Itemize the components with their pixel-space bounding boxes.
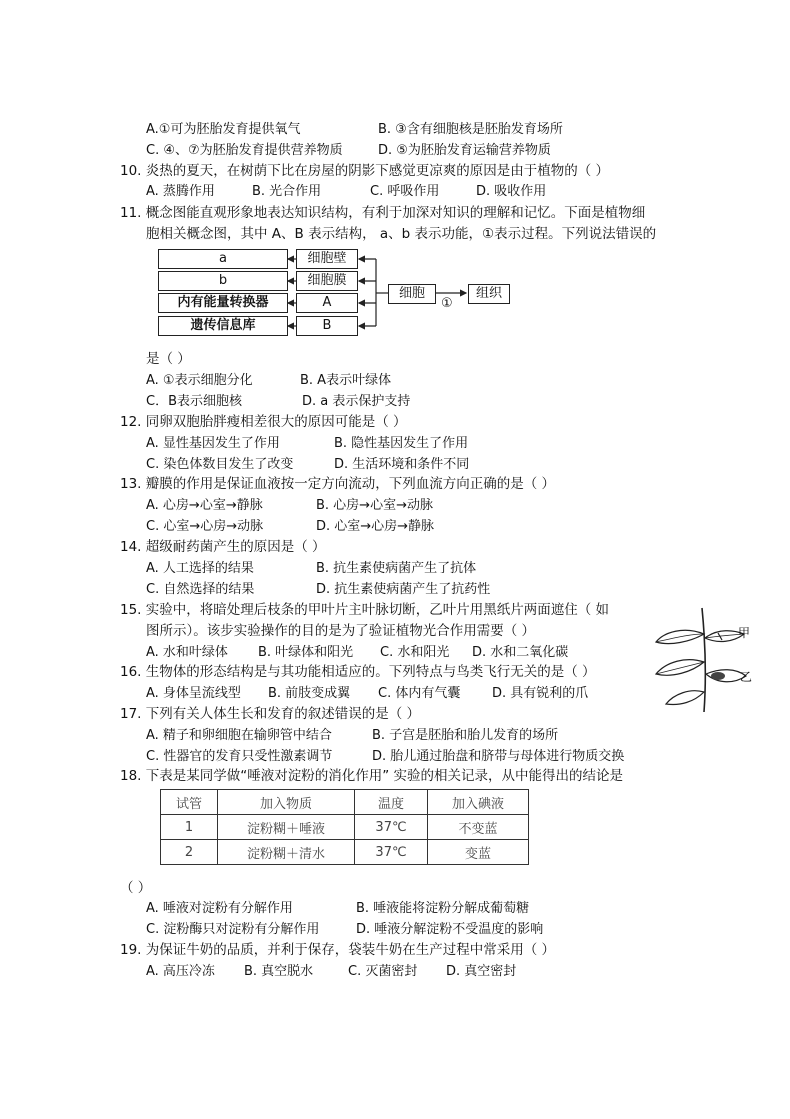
leaf-label-yi: 乙 — [740, 670, 753, 684]
q15-option-a: A. 水和叶绿体 — [146, 645, 228, 660]
q13-option-d: D. 心室→心房→静脉 — [316, 519, 435, 534]
q19-option-d: D. 真空密封 — [446, 964, 517, 979]
q11-stem-line1: 11. 概念图能直观形象地表达知识结构，有利于加深对知识的理解和记忆。下面是植物细 — [120, 205, 646, 221]
q19-stem: 19. 为保证牛奶的品质，并利于保存，袋装牛奶在生产过程中常采用（ ） — [120, 942, 556, 958]
q11-option-c: C．B表示细胞核 — [146, 394, 242, 409]
q10-option-b: B. 光合作用 — [252, 184, 322, 199]
q18-option-b: B. 唾液能将淀粉分解成葡萄糖 — [356, 901, 530, 916]
concept-box-tissue: 组织 — [468, 284, 510, 304]
q12-option-d: D. 生活环境和条件不同 — [334, 457, 470, 472]
table-header-cell: 试管 — [161, 790, 218, 815]
q14-option-a: A. 人工选择的结果 — [146, 561, 254, 576]
table-cell: 37℃ — [355, 840, 428, 865]
q17-stem: 17. 下列有关人体生长和发育的叙述错误的是（ ） — [120, 706, 421, 722]
q17-option-a: A. 精子和卵细胞在输卵管中结合 — [146, 728, 332, 743]
concept-box-function-a: a — [158, 249, 288, 269]
q17-option-b: B. 子宫是胚胎和胎儿发育的场所 — [372, 728, 559, 743]
q15-option-d: D. 水和二氧化碳 — [472, 645, 569, 660]
q19-option-b: B. 真空脱水 — [244, 964, 314, 979]
experiment-table — [160, 789, 529, 865]
q9-option-a: A.①可为胚胎发育提供氧气 — [146, 122, 301, 137]
concept-box-cell-membrane: 细胞膜 — [296, 271, 358, 291]
concept-box-genetic-library: 遗传信息库 — [158, 316, 288, 336]
q19-option-c: C. 灭菌密封 — [348, 964, 418, 979]
q12-stem: 12. 同卵双胞胎胖瘦相差很大的原因可能是（ ） — [120, 414, 407, 430]
q16-option-c: C. 体内有气囊 — [378, 686, 461, 701]
q13-option-a: A. 心房→心室→静脉 — [146, 498, 263, 513]
q10-option-c: C. 呼吸作用 — [370, 184, 440, 199]
q14-option-d: D. 抗生素使病菌产生了抗药性 — [316, 582, 491, 597]
concept-box-structure-a: A — [296, 293, 358, 313]
q18-answer-paren: （ ） — [120, 880, 152, 896]
table-cell: 2 — [161, 840, 218, 865]
q13-option-b: B. 心房→心室→动脉 — [316, 498, 433, 513]
table-header-cell: 加入物质 — [218, 790, 355, 815]
q16-option-a: A. 身体呈流线型 — [146, 686, 241, 701]
q18-option-d: D. 唾液分解淀粉不受温度的影响 — [356, 922, 544, 937]
table-header-cell: 温度 — [355, 790, 428, 815]
table-cell: 不变蓝 — [428, 815, 529, 840]
q11-option-b: B. A表示叶绿体 — [300, 373, 392, 388]
table-cell: 淀粉糊＋清水 — [218, 840, 355, 865]
q13-option-c: C. 心室→心房→动脉 — [146, 519, 264, 534]
q15-option-b: B. 叶绿体和阳光 — [258, 645, 354, 660]
q13-stem: 13. 瓣膜的作用是保证血液按一定方向流动，下列血流方向正确的是（ ） — [120, 476, 556, 492]
q17-option-c: C. 性器官的发育只受性激素调节 — [146, 749, 333, 764]
q10-option-d: D. 吸收作用 — [476, 184, 547, 199]
q18-stem: 18. 下表是某同学做“唾液对淀粉的消化作用” 实验的相关记录，从中能得出的结论是 — [120, 768, 624, 784]
q9-option-b: B. ③含有细胞核是胚胎发育场所 — [378, 122, 563, 137]
leaf-label-jia: 甲 — [738, 626, 751, 640]
q10-stem: 10. 炎热的夏天，在树荫下比在房屋的阴影下感觉更凉爽的原因是由于植物的（ ） — [120, 163, 610, 179]
q12-option-b: B. 隐性基因发生了作用 — [334, 436, 469, 451]
q18-option-a: A. 唾液对淀粉有分解作用 — [146, 901, 293, 916]
q11-option-a: A. ①表示细胞分化 — [146, 373, 253, 388]
table-cell: 37℃ — [355, 815, 428, 840]
q14-stem: 14. 超级耐药菌产生的原因是（ ） — [120, 539, 326, 555]
concept-box-cell: 细胞 — [388, 284, 436, 304]
q17-option-d: D. 胎儿通过胎盘和脐带与母体进行物质交换 — [372, 749, 625, 764]
table-row — [161, 815, 529, 840]
table-cell: 变蓝 — [428, 840, 529, 865]
q11-option-d: D. a 表示保护支持 — [302, 394, 411, 409]
table-row — [161, 840, 529, 865]
q9-option-d: D. ⑤为胚胎发育运输营养物质 — [378, 143, 551, 158]
q15-option-c: C. 水和阳光 — [380, 645, 450, 660]
table-cell: 1 — [161, 815, 218, 840]
q12-option-c: C. 染色体数目发生了改变 — [146, 457, 294, 472]
q16-stem: 16. 生物体的形态结构是与其功能相适应的。下列特点与鸟类飞行无关的是（ ） — [120, 664, 596, 680]
q18-option-c: C. 淀粉酶只对淀粉有分解作用 — [146, 922, 320, 937]
q11-stem-line3: 是（ ） — [146, 351, 191, 367]
q14-option-c: C. 自然选择的结果 — [146, 582, 255, 597]
concept-box-structure-b: B — [296, 316, 358, 336]
plant-branch-illustration — [648, 604, 760, 714]
concept-process-label: ① — [441, 296, 453, 311]
concept-box-function-b: b — [158, 271, 288, 291]
q15-stem-line2: 图所示）。该步实验操作的目的是为了验证植物光合作用需要（ ） — [146, 623, 536, 639]
table-header-row — [161, 790, 529, 815]
q19-option-a: A. 高压冷冻 — [146, 964, 215, 979]
table-header-cell: 加入碘液 — [428, 790, 529, 815]
q9-option-c: C. ④、⑦为胚胎发育提供营养物质 — [146, 143, 343, 158]
concept-box-cell-wall: 细胞壁 — [296, 249, 358, 269]
q15-stem-line1: 15. 实验中，将暗处理后枝条的甲叶片主叶脉切断，乙叶片用黑纸片两面遮住（ 如 — [120, 602, 610, 618]
q10-option-a: A. 蒸腾作用 — [146, 184, 215, 199]
table-cell: 淀粉糊＋唾液 — [218, 815, 355, 840]
q11-stem-line2: 胞相关概念图，其中 A、B 表示结构， a、b 表示功能，①表示过程。下列说法错误的 — [146, 226, 657, 242]
concept-box-energy-converter: 内有能量转换器 — [158, 293, 288, 313]
q16-option-b: B. 前肢变成翼 — [268, 686, 351, 701]
q12-option-a: A. 显性基因发生了作用 — [146, 436, 280, 451]
q14-option-b: B. 抗生素使病菌产生了抗体 — [316, 561, 477, 576]
q16-option-d: D. 具有锐利的爪 — [492, 686, 589, 701]
